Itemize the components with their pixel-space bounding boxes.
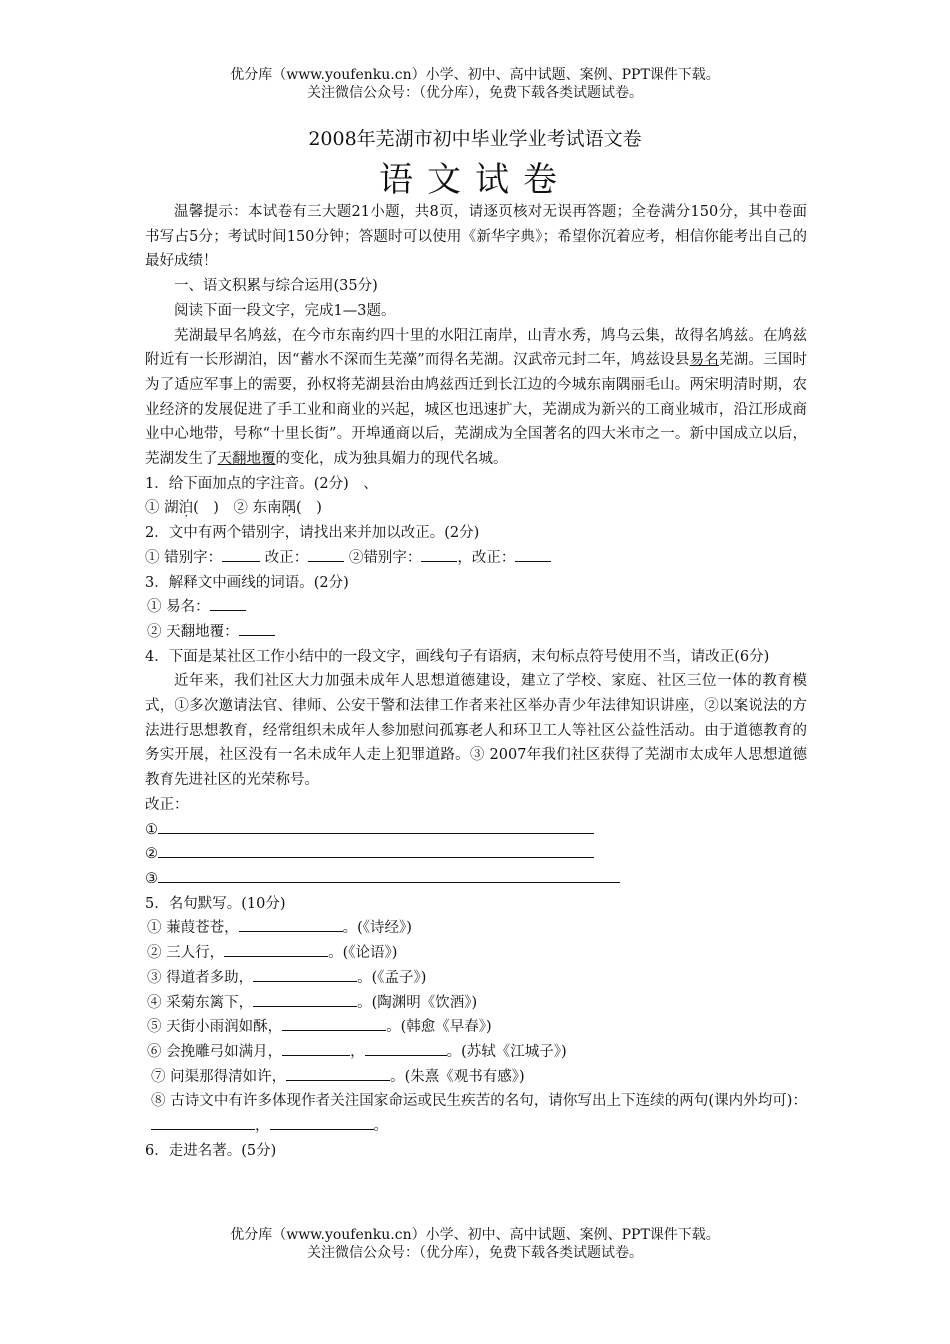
- q4-text: 近年来，我们社区大力加强未成年人思想道德建设，建立了学校、家庭、社区三位一体的教育模式，①多次邀请法官、律师、公安干警和法律工作者来社区举办青少年法律知识讲座，②以案说法的方法进行思想教育，经常组织未成年人参加慰问孤寡老人和环卫工人等社区公益性活动。由于道德教育的务实开展，社区没有一名未成年人走上犯罪道路。③ 2007年我们社区获得了芜湖市太成年人思想道德教育先进社区的光荣称号。: [145, 673, 807, 789]
- q2-label-1: ① 错别字：: [145, 549, 223, 566]
- q5-item-1-pre: ① 蒹葭苍苍，: [147, 920, 239, 937]
- q5-item-2-pre: ② 三人行，: [147, 945, 225, 962]
- reading-passage: [145, 324, 807, 472]
- q2-answer-line: [145, 546, 807, 571]
- q4-blank-1[interactable]: [158, 819, 594, 834]
- q5-blank-2[interactable]: [224, 942, 328, 957]
- q2-label-3: ②错别字：: [344, 549, 422, 566]
- q2-stem: 2．文中有两个错别字，请找出来并加以改正。(2分): [145, 525, 480, 542]
- header-top: [0, 66, 950, 102]
- header-line-1: 优分库（www.youfenku.cn）小学、初中、高中试题、案例、PPT课件下载。: [230, 67, 720, 83]
- q5-item-2: [145, 941, 807, 966]
- q4-mark-1: ①: [145, 821, 158, 838]
- q6-stem: 6．走进名著。(5分): [145, 1142, 277, 1159]
- q1-item-a: ① 湖: [145, 500, 179, 517]
- q5-item-4-post: 。(陶渊明《饮酒》): [357, 994, 478, 1011]
- q1-item-b: ( ) ② 东南: [193, 500, 282, 517]
- exam-body: [145, 200, 807, 1163]
- q5-item-7-pre: ⑦ 问渠那得清如许，: [151, 1068, 287, 1085]
- q3-label-b: ② 天翻地覆：: [147, 623, 239, 640]
- section-1-title: 一、语文积累与综合运用(35分): [174, 278, 378, 295]
- q1-item-b-end: ( ): [296, 500, 322, 517]
- q5-item-1: [145, 916, 807, 941]
- q5-item-3-post: 。(《孟子》): [357, 969, 427, 986]
- passage-part-2: 芜湖。三国时为了适应军事上的需要，孙权将芜湖县治由鸠兹西迁到长江边的今城东南隅丽毛山。两宋明清时期，农业经济的发展促进了手工业和商业的兴起，城区也迅速扩大，芜湖成为新兴的工商业城市，沿江形成商业中心地带，号称“十里长街”。开埠通商以后，芜湖成为全国著名的四大米市之一。新中国成立以后，芜湖发生了: [145, 352, 808, 468]
- q5-blank-5[interactable]: [282, 1016, 386, 1031]
- q5-blank-1[interactable]: [239, 917, 343, 932]
- q2-blank-1[interactable]: [222, 547, 260, 562]
- q3-blank-b[interactable]: [239, 621, 275, 636]
- q5-item-8-text: ⑧ 古诗文中有许多体现作者关注国家命运或民生疾苦的名句，请你写出上下连续的两句(课内外均可)：: [151, 1093, 807, 1110]
- q5-item-3-pre: ③ 得道者多助，: [147, 969, 254, 986]
- q5-item-6-pre: ⑥ 会挽雕弓如满月，: [147, 1043, 283, 1060]
- q5-item-7-post: 。(朱熹《观书有感》): [390, 1068, 525, 1085]
- q5-item-4-pre: ④ 采菊东篱下，: [147, 994, 254, 1011]
- passage-part-3: 的变化，成为独具媚力的现代名城。: [275, 451, 508, 468]
- q5-item-5-post: 。(韩愈《早春》): [386, 1019, 492, 1036]
- footer-line-2: 关注微信公众号：（优分库），免费下载各类试题试卷。: [307, 1245, 643, 1261]
- q3-stem: 3．解释文中画线的词语。(2分): [145, 574, 349, 591]
- q4-fix-label: 改正：: [145, 796, 189, 813]
- q5-item-6: [145, 1040, 807, 1065]
- q5-item-6-mid: ，: [350, 1043, 365, 1060]
- q5-blank-4[interactable]: [253, 992, 357, 1007]
- q2-label-2: 改正：: [260, 549, 309, 566]
- q5-item-3: [145, 966, 807, 991]
- q4-answer-3: [145, 867, 807, 892]
- q4-blank-3[interactable]: [158, 868, 620, 883]
- footer-line-1: 优分库（www.youfenku.cn）小学、初中、高中试题、案例、PPT课件下载。: [230, 1227, 720, 1243]
- q4-answer-1: [145, 818, 807, 843]
- exam-title: 2008年芜湖市初中毕业学业考试语文卷: [308, 128, 642, 150]
- q5-item-2-post: 。(《论语》): [328, 945, 398, 962]
- q5-blank-3[interactable]: [253, 967, 357, 982]
- q3-label-a: ① 易名：: [147, 599, 210, 616]
- q5-item-8: [145, 1089, 807, 1138]
- q3-blank-a[interactable]: [210, 596, 246, 611]
- q1-items: [145, 496, 807, 521]
- header-line-2: 关注微信公众号：（优分库），免费下载各类试题试卷。: [307, 85, 643, 101]
- q2-label-4: ，改正：: [457, 549, 516, 566]
- q5-blank-8b[interactable]: [270, 1115, 374, 1130]
- q1-stem: 1．给下面加点的字注音。(2分) 、: [145, 475, 378, 492]
- q5-item-6-post: 。(苏轼《江城子》): [446, 1043, 567, 1060]
- q4-stem: 4．下面是某社区工作小结中的一段文字，画线句子有语病，末句标点符号使用不当，请改正(6分): [145, 648, 770, 665]
- q4-mark-2: ②: [145, 846, 158, 863]
- underlined-word-1: 易名: [689, 352, 719, 369]
- q4-blank-2[interactable]: [158, 843, 594, 858]
- q5-item-5: [145, 1015, 807, 1040]
- q5-blank-6b[interactable]: [365, 1041, 447, 1056]
- q5-item-8-post: 。: [373, 1118, 388, 1135]
- q5-item-1-post: 。(《诗经》): [342, 920, 412, 937]
- q5-blank-6a[interactable]: [282, 1041, 350, 1056]
- q2-blank-4[interactable]: [515, 547, 551, 562]
- q4-answer-2: [145, 842, 807, 867]
- passage-part-1: 芜湖最早名鸠兹，在今市东南约四十里的水阳江南岸，山青水秀，鸠乌云集，故得名鸠兹。在鸠兹附近有一长形湖泊，因“蓄水不深而生芜藻”而得名芜湖。汉武帝元封二年，鸠兹设县: [145, 327, 807, 369]
- q2-blank-2[interactable]: [308, 547, 344, 562]
- q1-dotted-char-a: 泊: [178, 500, 194, 517]
- underlined-word-2: 天翻地覆: [217, 451, 276, 468]
- q5-item-8-mid: ，: [255, 1118, 270, 1135]
- q2-blank-3[interactable]: [421, 547, 457, 562]
- footer: [0, 1226, 950, 1262]
- q5-item-7: [145, 1065, 807, 1090]
- q5-item-4: [145, 991, 807, 1016]
- q5-blank-8a[interactable]: [151, 1115, 255, 1130]
- q4-mark-3: ③: [145, 870, 158, 887]
- exam-subtitle: 语文试卷: [379, 160, 571, 200]
- q3-item-a: [145, 595, 807, 620]
- q1-dotted-char-b: 隅: [281, 500, 297, 517]
- q3-item-b: [145, 620, 807, 645]
- q5-blank-7[interactable]: [286, 1066, 390, 1081]
- tip-text: 温馨提示：本试卷有三大题21小题，共8页，请逐页核对无误再答题；全卷满分150分，其中卷面书写占5分；考试时间150分钟；答题时可以使用《新华字典》；希望你沉着应考，相信你能考出自己的最好成绩！: [145, 204, 807, 270]
- q5-stem: 5．名句默写。(10分): [145, 895, 286, 912]
- section-1-instruction: 阅读下面一段文字，完成1—3题。: [174, 302, 396, 319]
- q5-item-5-pre: ⑤ 天街小雨润如酥，: [147, 1019, 283, 1036]
